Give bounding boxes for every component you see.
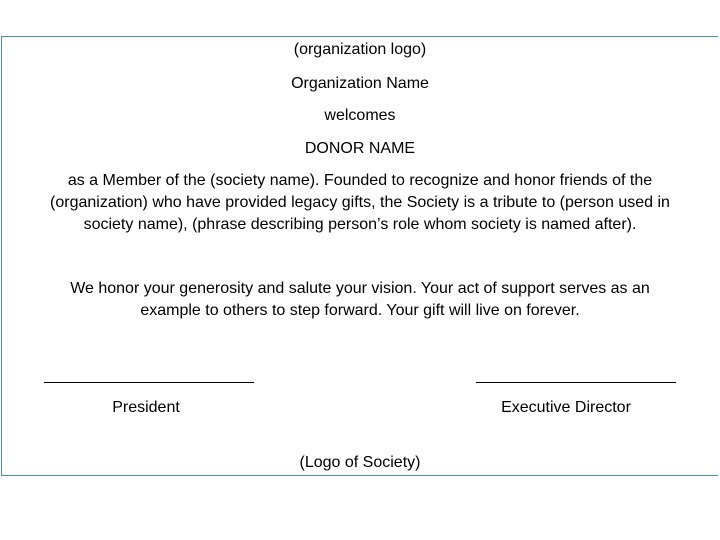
president-label: President — [112, 399, 180, 416]
welcomes-text: welcomes — [324, 107, 396, 124]
executive-director-label: Executive Director — [501, 399, 631, 416]
president-signature-line — [44, 382, 254, 383]
membership-paragraph-line: as a Member of the (society name). Founded to recognize and honor friends of the — [67, 172, 653, 189]
honor-paragraph-line: example to others to step forward. Your gift will live on forever. — [140, 302, 580, 319]
donor-name: DONOR NAME — [304, 140, 416, 157]
membership-paragraph — [0, 170, 720, 236]
organization-logo-placeholder: (organization logo) — [293, 41, 427, 58]
membership-paragraph-line: (organization) who have provided legacy gifts, the Society is a tribute to (person used in — [50, 194, 670, 211]
membership-paragraph-line: society name), (phrase describing person’s role whom society is named after). — [83, 216, 637, 233]
society-logo-placeholder: (Logo of Society) — [299, 454, 421, 471]
honor-paragraph — [0, 278, 720, 322]
organization-name: Organization Name — [291, 75, 429, 92]
honor-paragraph-line: We honor your generosity and salute your vision. Your act of support serves as an — [70, 280, 650, 297]
executive-director-signature-line — [476, 382, 676, 383]
